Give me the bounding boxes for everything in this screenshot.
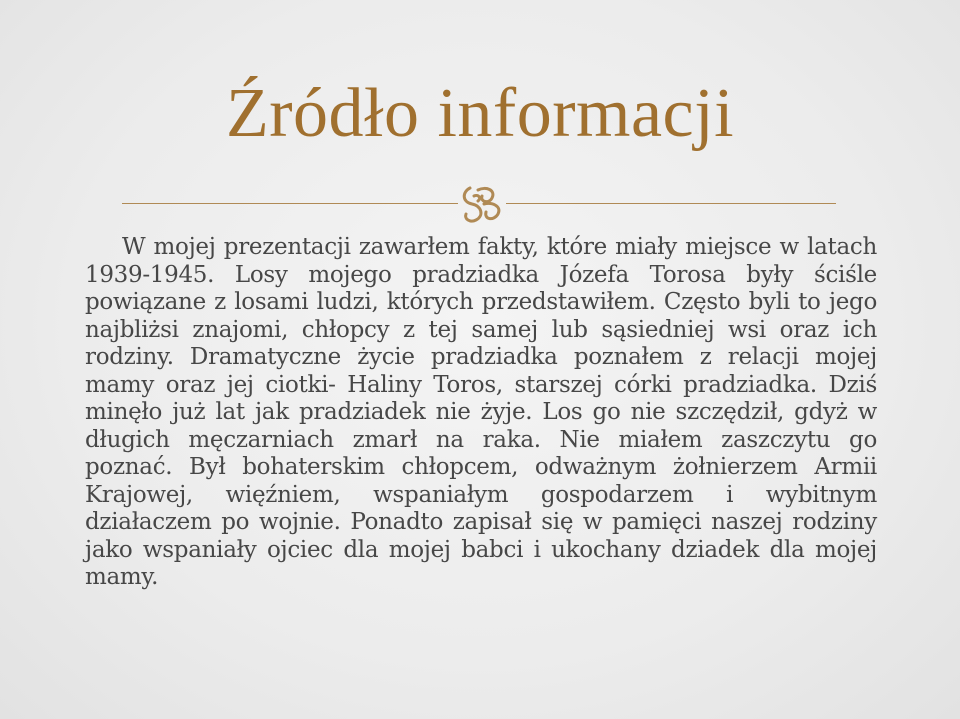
divider-rule-left <box>122 203 458 204</box>
body-paragraph: W mojej prezentacji zawarłem fakty, które miały miejsce w latach 1939-1945. Losy mojego pradziadka Józefa Torosa były ściśle powiązane z losami ludzi, których przedstawiłem. Często byli to jego najbliżsi znajomi, chłopcy z tej samej lub sąsiedniej wsi oraz ich rodziny. Dramatyczne życie pradziadka poznałem z relacji mojej mamy oraz jej ciotki- Haliny Toros, starszej córki pradziadka. Dziś minęło już lat jak pradziadek nie żyje. Los go nie szczędził, gdyż w długich męczarniach zmarł na raka. Nie miałem zaszczytu go poznać. Był bohaterskim chłopcem, odważnym żołnierzem Armii Krajowej, więźniem, wspaniałym gospodarzem i wybitnym działaczem po wojnie. Ponadto zapisał się w pamięci naszej rodziny jako wspaniały ojciec dla mojej babci i ukochany dziadek dla mojej mamy. <box>85 234 877 590</box>
slide-title: Źródło informacji <box>225 75 735 152</box>
divider-rule-right <box>506 203 836 204</box>
flourish-ornament-icon <box>456 184 508 224</box>
title-divider <box>122 184 836 224</box>
